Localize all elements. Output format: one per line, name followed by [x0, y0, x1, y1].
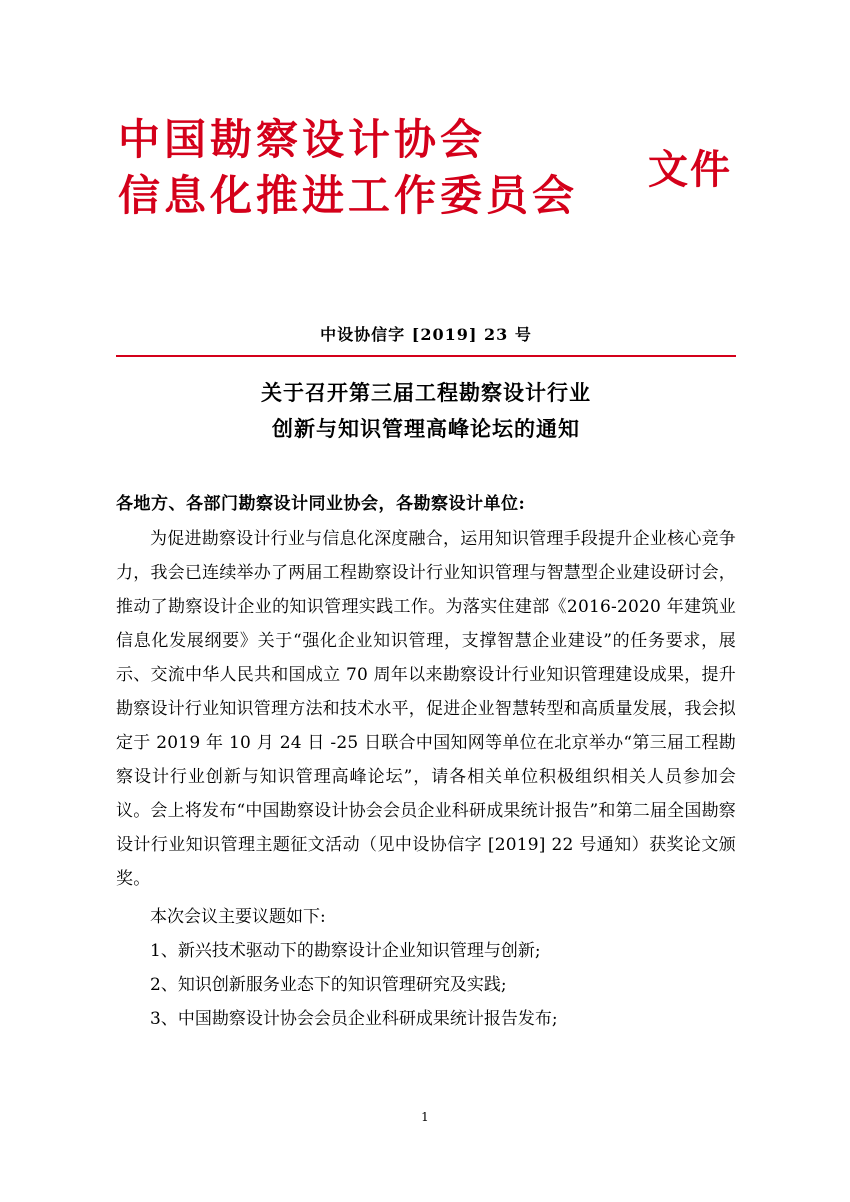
agenda-item-1: 1、新兴技术驱动下的勘察设计企业知识管理与创新; — [150, 941, 541, 961]
red-divider — [116, 355, 736, 357]
agenda-item-2: 2、知识创新服务业态下的知识管理研究及实践; — [150, 975, 507, 995]
page-title-line-2: 创新与知识管理高峰论坛的通知 — [272, 416, 580, 441]
letterhead — [116, 0, 736, 282]
letterhead-line-1: 中国勘察设计协会 — [118, 115, 487, 164]
page-title — [116, 375, 736, 447]
document-content — [116, 0, 736, 1036]
body-paragraph-2: 本次会议主要议题如下: — [150, 907, 326, 927]
body-paragraph-1: 为促进勘察设计行业与信息化深度融合，运用知识管理手段提升企业核心竞争力，我会已连续举办了两届工程勘察设计行业知识管理与智慧型企业建设研讨会，推动了勘察设计企业的知识管理实践工作。为落实住建部《2016-2020 年建筑业信息化发展纲要》关于“强化企业知识管理，支撑智慧企业建设”的任务要求，展示、交流中华人民共和国成立 70 周年以来勘察设计行业知识管理建设成果，提升勘察设计行业知识管理方法和技术水平，促进企业智慧转型和高质量发展，我会拟定于 2019 年 10 月 24 日 -25 日联合中国知网等单位在北京举办“第三届工程勘察设计行业创新与知识管理高峰论坛”，请各相关单位积极组织相关人员参加会议。会上将发布“中国勘察设计协会会员企业科研成果统计报告”和第二届全国勘察设计行业知识管理主题征文活动（见中设协信字 [2019] 22 号通知）获奖论文颁奖。 — [116, 529, 736, 889]
page-title-line-1: 关于召开第三届工程勘察设计行业 — [261, 380, 591, 405]
salutation: 各地方、各部门勘察设计同业协会，各勘察设计单位: — [116, 494, 526, 514]
letterhead-line-2: 信息化推进工作委员会 — [118, 171, 579, 220]
page-number: 1 — [421, 1110, 429, 1124]
agenda-item-3: 3、中国勘察设计协会会员企业科研成果统计报告发布; — [150, 1009, 558, 1029]
document-number: 中设协信字 [2019] 23 号 — [320, 325, 532, 344]
letterhead-suffix: 文件 — [648, 146, 732, 193]
